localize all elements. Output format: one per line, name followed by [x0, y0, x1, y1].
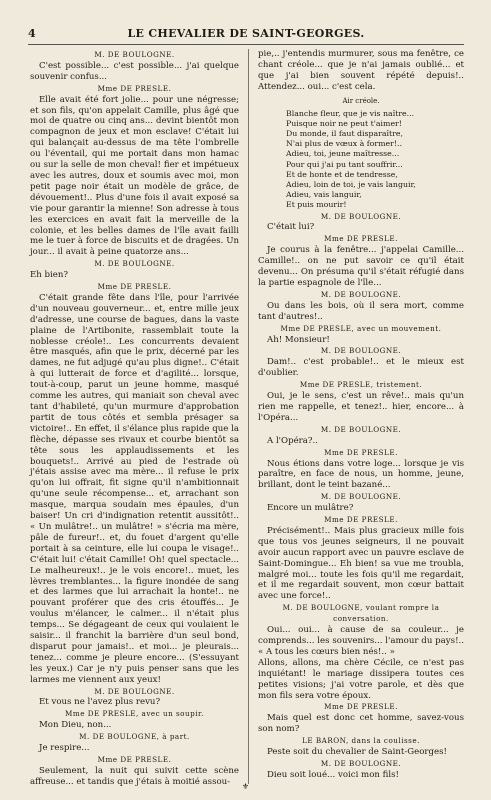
song-verse-line: Adieu, loin de toi, je vais languir, [286, 179, 416, 189]
speaker-label: M. DE BOULOGNE, à part. [79, 732, 190, 742]
speaker-label: Mme DE PRESLE. [324, 702, 398, 712]
song-verse-line: Et puis mourir! [286, 200, 347, 210]
song-verse-line: Adieu, vais languir, [286, 190, 362, 200]
column-divider [248, 49, 249, 784]
dialogue-paragraph: Eh bien? [30, 270, 69, 281]
song-verse-line: Et de honte et de tendresse, [286, 169, 398, 179]
dialogue-paragraph: Dam!.. c'est probable!.. et le mieux est d'oublier. [258, 357, 464, 379]
footer-ornament: ⚜ [241, 782, 250, 791]
song-verse-line: Du monde, il faut disparaître, [286, 128, 404, 138]
dialogue-paragraph: Je respire... [39, 743, 90, 754]
dialogue-paragraph: A l'Opéra?.. [267, 435, 318, 446]
speaker-label: M. DE BOULOGNE. [320, 211, 402, 221]
song-title: Air créole. [342, 96, 380, 105]
left-column [30, 49, 239, 787]
song-verse-line: Puisque noir ne peut t'aimer! [286, 118, 402, 128]
dialogue-paragraph: Allons, allons, ma chère Cécile, ce n'est pas inquiétant! le mariage dissipera toutes ces petites visions; j'ai votre parole, et dès que mon fils sera votre époux. [258, 657, 464, 701]
song-verse-line: Adieu, toi, jeune maîtresse... [286, 149, 400, 159]
speaker-label: M. DE BOULOGNE. [94, 686, 175, 696]
dialogue-paragraph: Je courus à la fenêtre... j'appelai Camille... Camille!.. on ne put savoir ce qu'il était devenu... On présuma qu'il s'était réfugié dans la partie espagnole de l'île... [258, 245, 464, 288]
speaker-label: M. DE BOULOGNE. [320, 289, 402, 299]
dialogue-paragraph: Et vous ne l'avez plus revu? [39, 697, 161, 708]
speaker-label: Mme DE PRESLE. [97, 282, 172, 292]
dialogue-paragraph: Peste soit du chevalier de Saint-Georges! [267, 747, 447, 758]
dialogue-paragraph: Précisément!.. Mais plus gracieux mille fois que tous vos jeunes seigneurs, il ne pouvait avoir aucun rapport avec un pauvre esclave de Saint-Domingue... Eh bien! sa vue me troubla, malgré moi... toute les fois qu'il me regardait, et il me regardait souvent, mon cœur battait avec une force!.. [258, 525, 464, 602]
running-header [28, 27, 464, 43]
dialogue-paragraph: Ou dans les bois, où il sera mort, comme tant d'autres!.. [258, 300, 464, 322]
speaker-label: M. DE BOULOGNE. [320, 758, 402, 768]
speaker-label: Mme DE PRESLE. [97, 755, 172, 764]
dialogue-paragraph: Mon Dieu, non... [39, 720, 112, 731]
dialogue-paragraph: C'était grande fête dans l'île, pour l'arrivée d'un nouveau gouverneur... et, entre mille jeux d'adresse, une course de bagues, dans la vaste plaine de l'Artibonite, rassemblait toute la noblesse créole!.. Les concurrents devaient être masqués, afin que le prix, décerné par les dames, ne fut adjugé qu'au plus digne!.. C'était à qui lutterait de force et d'agilité... lorsque, tout-à-coup, parut un jeune homme, masqué comme les autres, qui maniait son cheval avec tant d'habileté, qu'un murmure d'approbation partit de tous côtés et sembla présager sa victoire!.. En effet, il s'élance plus rapide que la flèche, dépasse ses rivaux et courbe bientôt sa tête sous les applaudissements et les bouquets!.. Arrivé au pied de l'estrade où j'étais assise avec ma mère... il refuse le prix qu'on lui offrait, fit signe qu'il n'ambitionnait qu'une seule récompense... et, arrachant son masque, marqua soudain mes épaules, d'un baiser! Un cri d'indignation retentit aussitôt!.. « Un mulâtre!.. un mulâtre! » s'écria ma mère, pâle de fureur!.. et, du fouet d'argent qu'elle portait à sa ceinture, elle lui coupa le visage!.. C'était lui! c'était Camille! Oh! quel spectacle... Le malheureux!.. je le vois encore!.. muet, les lèvres tremblantes... la figure inondée de sang et des larmes que lui arrachait la honte!.. ne pouvant proférer que des cris étouffés... Je voulus m'élancer, le calmer... il n'était plus temps... Se dégageant de ceux qui voulaient le saisir... il franchit la barrière d'un seul bond, disparut pour jamais!.. et moi... je pleurais... tenez... comme je pleure encore... (S'essuyant les yeux.) Car je n'y puis penser sans que les larmes me viennent aux yeux! [30, 292, 239, 685]
song-verse-line: Pour qui j'ai pu tant souffrir... [286, 159, 403, 169]
speaker-label: M. DE BOULOGNE. [94, 259, 175, 269]
speaker-label: Mme DE PRESLE, avec un soupir. [65, 709, 204, 719]
speaker-label: Mme DE PRESLE. [97, 83, 172, 93]
speaker-label: Mme DE PRESLE. [324, 447, 398, 457]
dialogue-paragraph: Oui... oui... à cause de sa couleur... je comprends... les souvenirs... l'amour du pays!.. « A tous les cœurs bien nés!.. » [258, 625, 464, 657]
speaker-label: Mme DE PRESLE, avec un mouvement. [280, 323, 442, 333]
dialogue-paragraph: Dieu soit loué... voici mon fils! [267, 769, 399, 780]
dialogue-paragraph: Oui, je le sens, c'est un rêve!.. mais qu'un rien me rappelle, et tenez!.. hier, encore... à l'Opéra... [258, 391, 464, 423]
dialogue-paragraph: Elle avait été fort jolie... pour une négresse; et son fils, qu'on appelait Camille, plus âgé que moi de quatre ou cinq ans... devint bientôt mon compagnon de jeux et mon esclave! C'était lui qui balançait au-dessus de ma tête l'ombrelle ou l'éventail, qui me portait dans mon hamac ou sur la selle de mon cheval! fier et impétueux avec les autres, doux et soumis avec moi, mon petit page noir était un modèle de grâce, de dévouement!.. Plus d'une fois il avait exposé sa vie pour garantir la mienne! Son adresse à tous les exercices en avait fait la merveille de la colonie, et les belles dames de l'île avait failli me le tuer à force de biscuits et de dragées. Un jour... il avait à peine quatorze ans... [30, 94, 239, 258]
dialogue-paragraph: Mais quel est donc cet homme, savez-vous son nom? [258, 713, 464, 735]
song-verse-line: N'ai plus de vœux à former!.. [286, 139, 402, 149]
speaker-label: Mme DE PRESLE. [324, 234, 398, 244]
speaker-label: M. DE BOULOGNE. [320, 346, 402, 356]
speaker-label: M. DE BOULOGNE, voulant rompre la conversation. [282, 603, 440, 624]
dialogue-paragraph: C'est possible... c'est possible... j'ai quelque souvenir confus... [30, 60, 239, 82]
speaker-label: M. DE BOULOGNE. [320, 492, 402, 502]
dialogue-paragraph: Encore un mulâtre? [267, 503, 354, 514]
speaker-label: Mme DE PRESLE, tristement. [299, 380, 423, 390]
dialogue-paragraph: Ah! Monsieur! [267, 334, 330, 345]
dialogue-paragraph: pie,.. j'entendis murmurer, sous ma fenêtre, ce chant créole... que je n'ai jamais oublié... et que j'ai bien souvent répété depuis!.. Attendez... oui... c'est cela. [258, 49, 464, 92]
song-verse-line: Blanche fleur, que je vis naître... [286, 108, 415, 118]
dialogue-paragraph: Nous étions dans votre loge... lorsque je vis paraître, en face de nous, un homme, jeune, brillant, dont le teint bazané... [258, 458, 464, 491]
page-number: 4 [28, 27, 36, 40]
dialogue-paragraph: C'était lui? [267, 222, 315, 233]
speaker-label: Mme DE PRESLE. [324, 515, 398, 525]
right-column [258, 49, 464, 780]
speaker-label: LE BARON, dans la coulisse. [302, 736, 420, 746]
speaker-label: M. DE BOULOGNE. [94, 50, 175, 59]
dialogue-paragraph: Seulement, la nuit qui suivit cette scène affreuse... et tandis que j'étais à moitié assou- [30, 765, 239, 787]
header-rule [28, 44, 464, 45]
speaker-label: M. DE BOULOGNE. [320, 424, 402, 434]
running-title: LE CHEVALIER DE SAINT-GEORGES. [127, 27, 365, 40]
